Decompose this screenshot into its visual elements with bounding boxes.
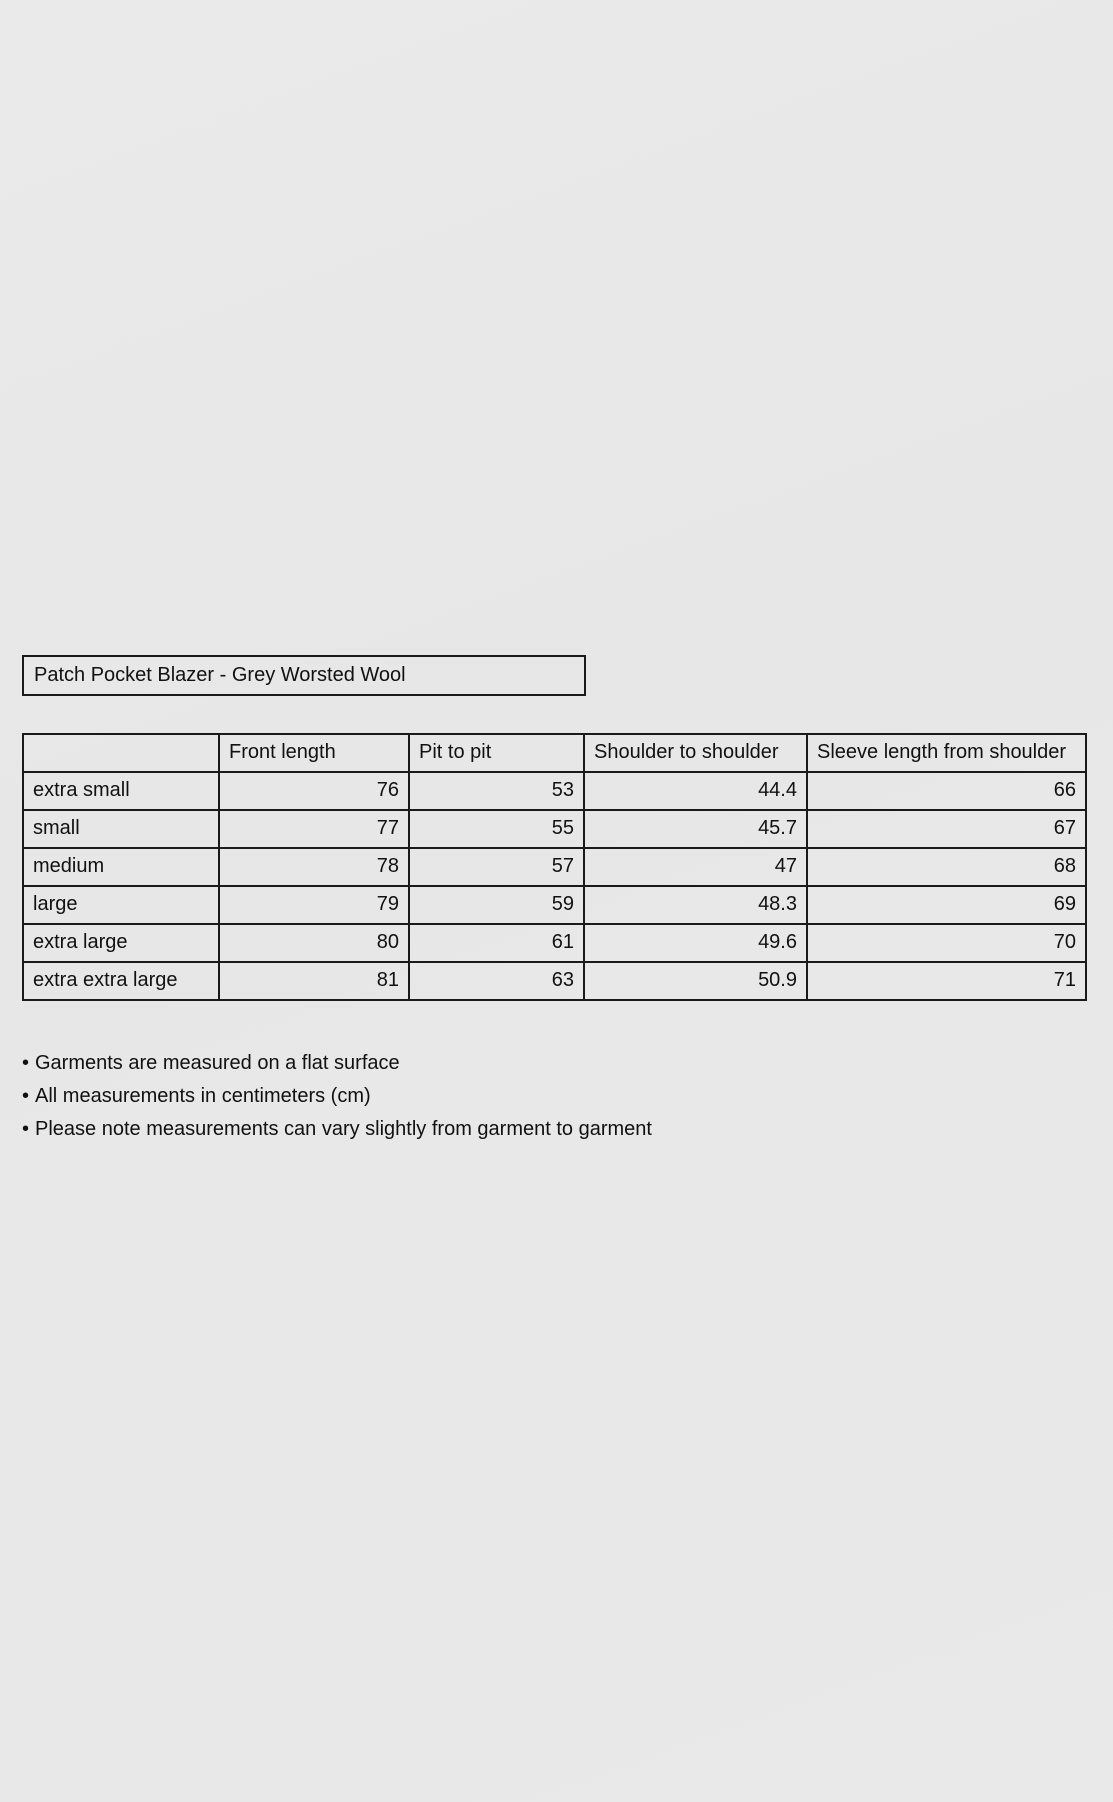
table-header-row (23, 734, 1086, 772)
notes-list (22, 1047, 1092, 1146)
list-item (22, 1080, 1092, 1113)
cell-value: 68 (807, 848, 1086, 886)
page-title: Patch Pocket Blazer - Grey Worsted Wool (22, 655, 586, 696)
table-row (23, 924, 1086, 962)
size-guide-content (22, 655, 1092, 1146)
cell-value: 55 (409, 810, 584, 848)
cell-value: 59 (409, 886, 584, 924)
table-row (23, 772, 1086, 810)
row-label-extra-extra-large: extra extra large (23, 962, 219, 1000)
table-body (23, 772, 1086, 1000)
column-header-pit-to-pit: Pit to pit (409, 734, 584, 772)
bullet-icon: • (22, 1118, 30, 1140)
column-header-sleeve-length: Sleeve length from shoulder (807, 734, 1086, 772)
cell-value: 78 (219, 848, 409, 886)
bullet-icon: • (22, 1085, 30, 1107)
cell-value: 48.3 (584, 886, 807, 924)
cell-value: 67 (807, 810, 1086, 848)
column-header-shoulder-to-shoulder: Shoulder to shoulder (584, 734, 807, 772)
cell-value: 44.4 (584, 772, 807, 810)
table-header (23, 734, 1086, 772)
cell-value: 71 (807, 962, 1086, 1000)
table-corner-header (23, 734, 219, 772)
list-item (22, 1047, 1092, 1080)
cell-value: 81 (219, 962, 409, 1000)
cell-value: 76 (219, 772, 409, 810)
cell-value: 66 (807, 772, 1086, 810)
cell-value: 53 (409, 772, 584, 810)
cell-value: 61 (409, 924, 584, 962)
cell-value: 63 (409, 962, 584, 1000)
cell-value: 80 (219, 924, 409, 962)
cell-value: 77 (219, 810, 409, 848)
note-text: Garments are measured on a flat surface (35, 1052, 400, 1074)
cell-value: 57 (409, 848, 584, 886)
row-label-large: large (23, 886, 219, 924)
size-chart-table (22, 733, 1087, 1001)
cell-value: 70 (807, 924, 1086, 962)
cell-value: 50.9 (584, 962, 807, 1000)
bullet-icon: • (22, 1052, 30, 1074)
table-row (23, 962, 1086, 1000)
note-text: All measurements in centimeters (cm) (35, 1085, 371, 1107)
row-label-extra-small: extra small (23, 772, 219, 810)
title-table-spacer (22, 696, 1092, 733)
cell-value: 69 (807, 886, 1086, 924)
table-row (23, 886, 1086, 924)
table-row (23, 810, 1086, 848)
list-item (22, 1113, 1092, 1146)
cell-value: 79 (219, 886, 409, 924)
row-label-small: small (23, 810, 219, 848)
cell-value: 45.7 (584, 810, 807, 848)
table-row (23, 848, 1086, 886)
cell-value: 49.6 (584, 924, 807, 962)
row-label-extra-large: extra large (23, 924, 219, 962)
column-header-front-length: Front length (219, 734, 409, 772)
note-text: Please note measurements can vary slightly from garment to garment (35, 1118, 652, 1140)
cell-value: 47 (584, 848, 807, 886)
row-label-medium: medium (23, 848, 219, 886)
